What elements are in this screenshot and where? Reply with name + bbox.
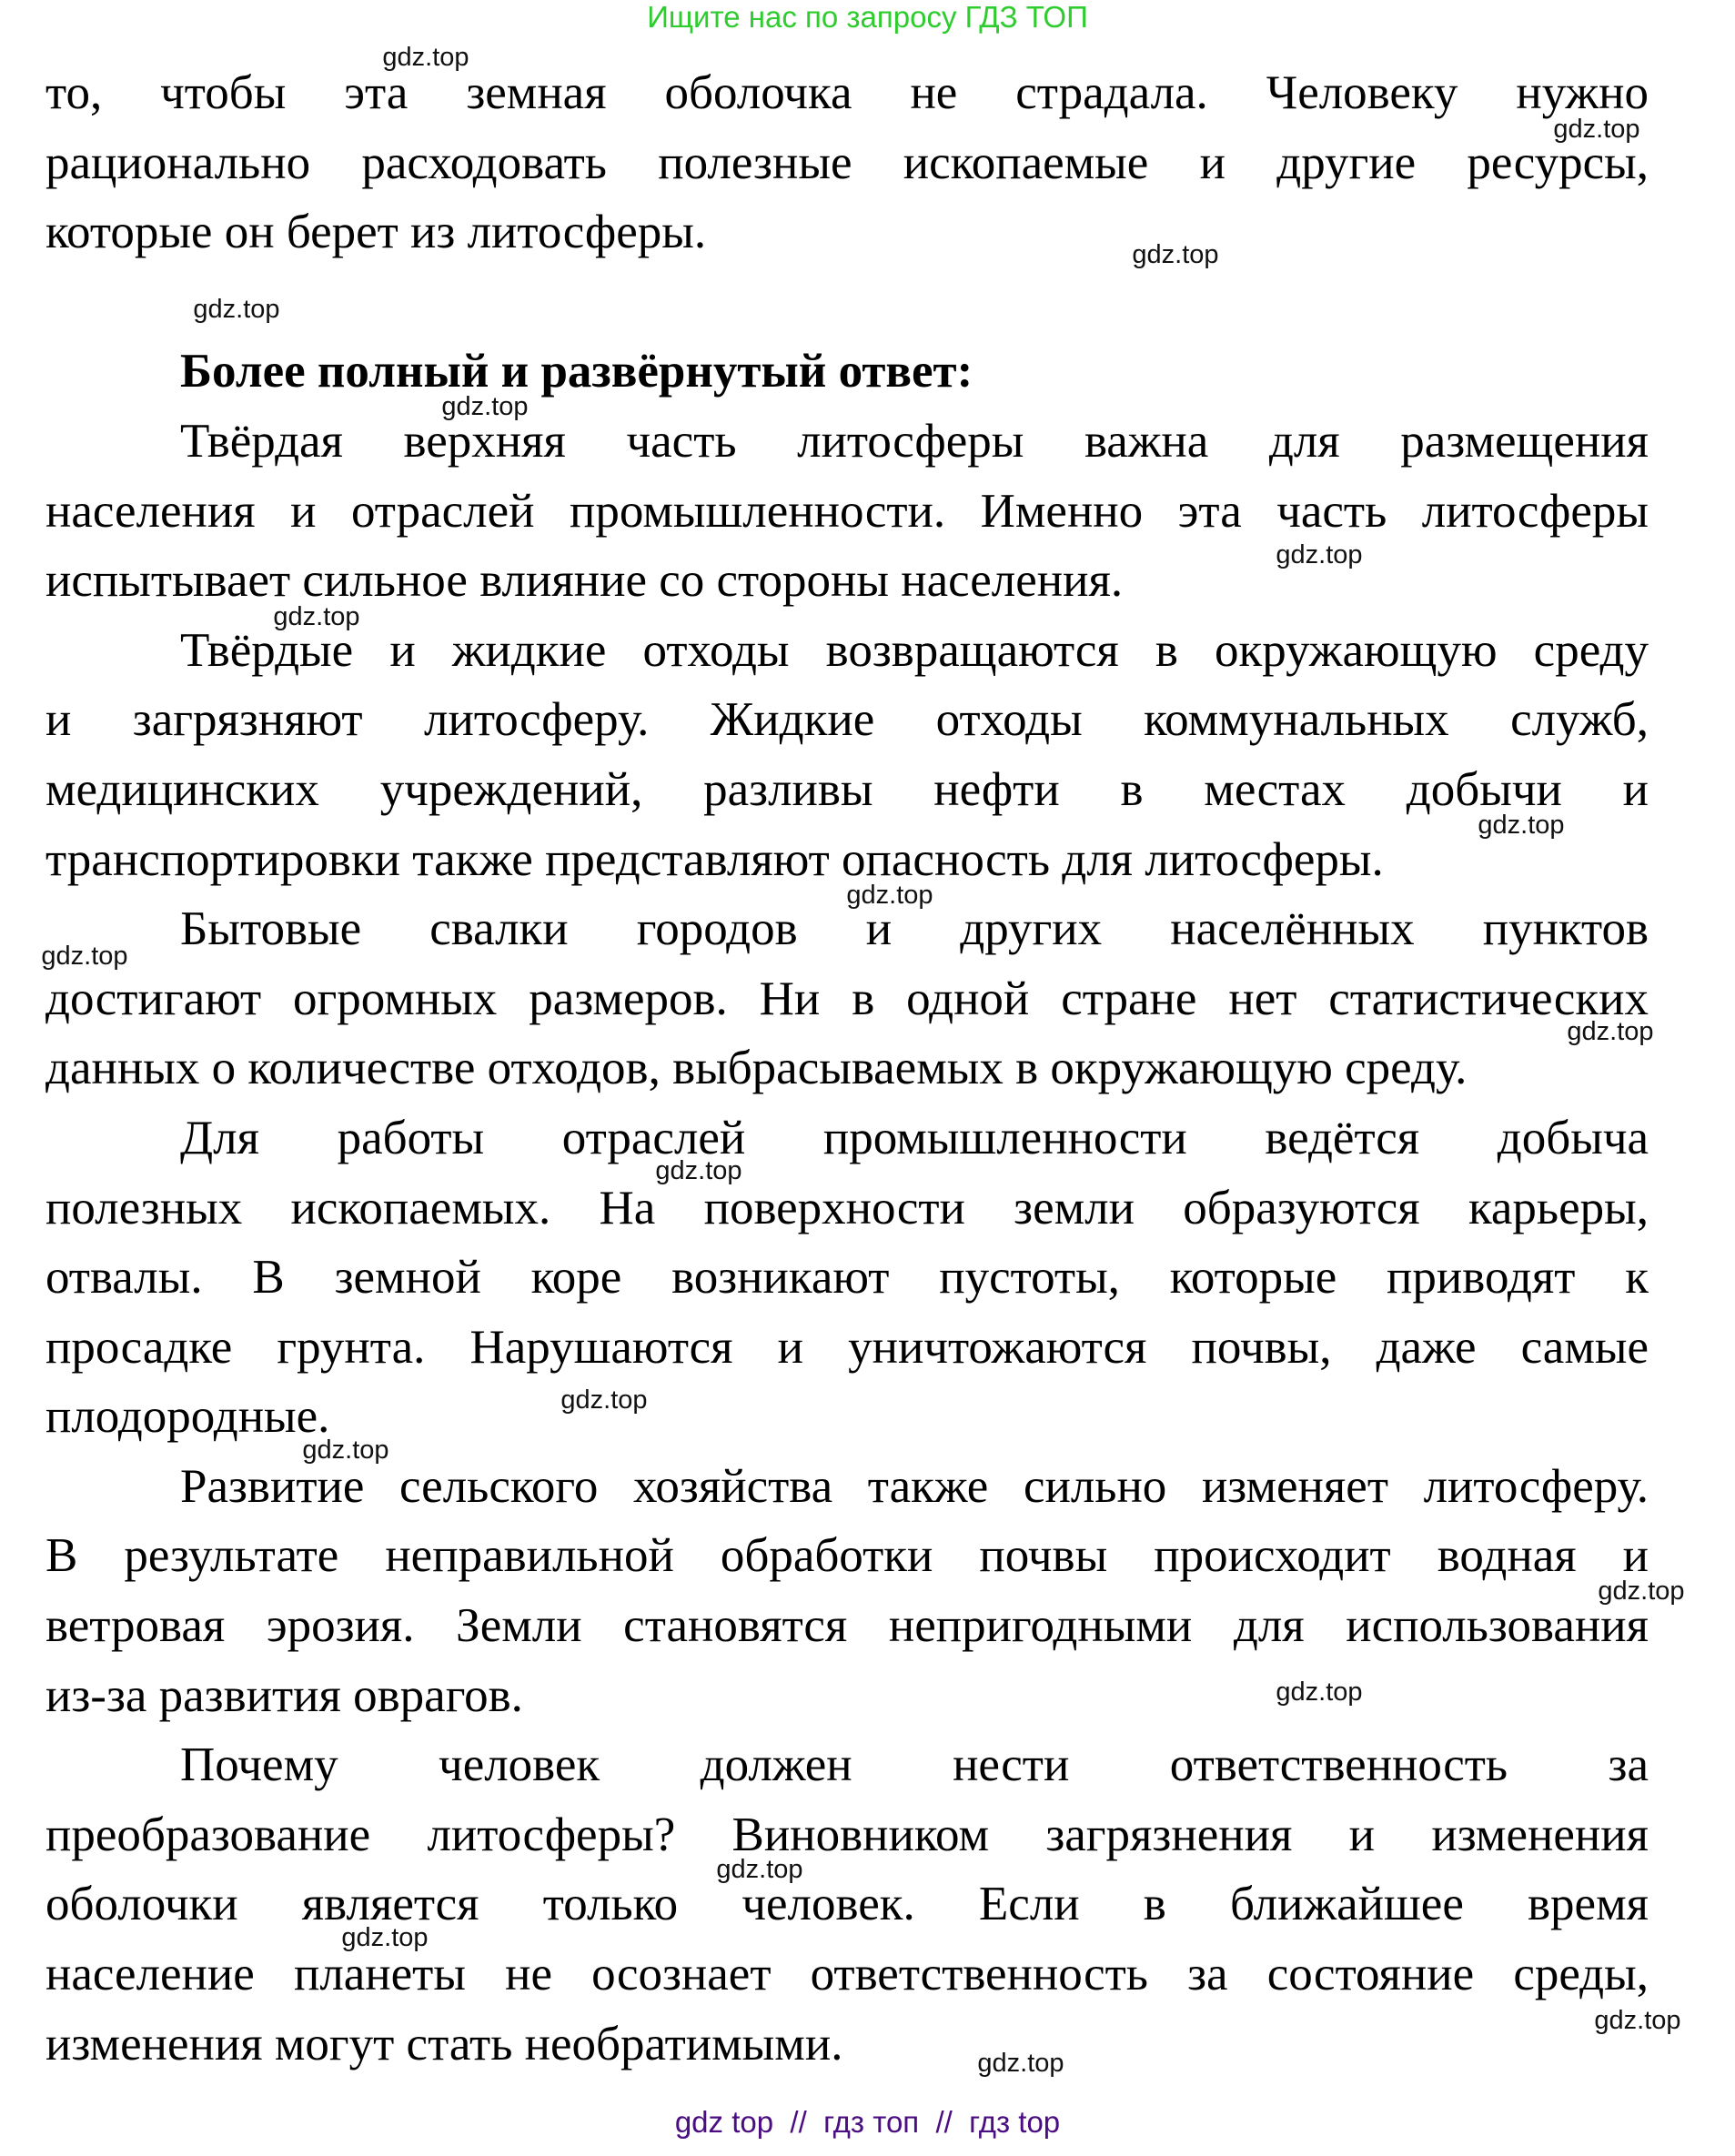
paragraph-line: отвалы. В земной коре возникают пустоты, которые приводят к <box>45 1251 1649 1305</box>
paragraph-line: Твёрдая верхняя часть литосферы важна для размещения <box>180 414 1649 468</box>
watermark-label: gdz.top <box>1276 540 1363 569</box>
watermark-label: gdz.top <box>193 295 280 324</box>
intro-line: то, чтобы эта земная оболочка не страдала. Человеку нужно <box>45 66 1649 119</box>
search-hint-banner: Ищите нас по запросу ГДЗ ТОП <box>647 0 1088 34</box>
watermark-label: gdz.top <box>716 1855 803 1884</box>
watermark-label: gdz.top <box>1567 1017 1654 1046</box>
watermark-label: gdz.top <box>302 1436 389 1465</box>
paragraph-line: населения и отраслей промышленности. Именно эта часть литосферы <box>45 484 1649 538</box>
paragraph-line: полезных ископаемых. На поверхности земли образуются карьеры, <box>45 1181 1649 1234</box>
watermark-label: gdz.top <box>1598 1577 1685 1606</box>
intro-line: рационально расходовать полезные ископаемые и другие ресурсы, <box>45 136 1649 189</box>
paragraph <box>45 894 1649 1103</box>
paragraph-line: Для работы отраслей промышленности ведётся добыча <box>180 1111 1649 1164</box>
paragraph-line: данных о количестве отходов, выбрасываемых в окружающую среду. <box>45 1042 1468 1095</box>
watermark-label: gdz.top <box>41 942 128 971</box>
paragraph-line: плодородные. <box>45 1390 330 1444</box>
watermark-label: gdz.top <box>341 1923 429 1952</box>
paragraph-line: Развитие сельского хозяйства также сильно изменяет литосферу. <box>180 1459 1649 1513</box>
watermark-label: gdz.top <box>382 43 469 72</box>
paragraph-line: Твёрдые и жидкие отходы возвращаются в окружающую среду <box>180 623 1649 677</box>
paragraph-line: испытывает сильное влияние со стороны населения. <box>45 554 1124 608</box>
paragraph-line: ветровая эрозия. Земли становятся непригодными для использования <box>45 1599 1649 1653</box>
watermark-label: gdz.top <box>655 1156 742 1185</box>
watermark-label: gdz.top <box>1478 811 1565 840</box>
paragraph <box>45 1452 1649 1730</box>
watermark-label: gdz.top <box>1132 240 1219 269</box>
watermark-label: gdz.top <box>560 1385 648 1415</box>
paragraph <box>45 1730 1649 2079</box>
watermark-label: gdz.top <box>977 2049 1064 2078</box>
watermark-label: gdz.top <box>1594 2006 1681 2035</box>
paragraph-line: медицинских учреждений, разливы нефти в местах добычи и <box>45 762 1649 816</box>
watermark-label: gdz.top <box>1276 1677 1363 1707</box>
paragraph <box>45 1103 1649 1452</box>
watermark-label: gdz.top <box>846 881 933 910</box>
paragraph-line: транспортировки также представляют опасность для литосферы. <box>45 832 1384 886</box>
document-body <box>45 58 1649 2079</box>
watermark-label: gdz.top <box>441 392 529 421</box>
paragraph <box>45 407 1649 616</box>
paragraph-line: и загрязняют литосферу. Жидкие отходы коммунальных служб, <box>45 693 1649 747</box>
watermark-label: gdz.top <box>1553 115 1640 144</box>
paragraph-line: Почему человек должен нести ответственность за <box>180 1738 1649 1792</box>
paragraph-line: преобразование литосферы? Виновником загрязнения и изменения <box>45 1808 1649 1861</box>
paragraph-line: из-за развития оврагов. <box>45 1668 523 1722</box>
paragraph-line: изменения могут стать необратимыми. <box>45 2017 843 2070</box>
footer-banner: gdz top // гдз топ // гдз top <box>674 2105 1061 2139</box>
paragraph-line: Бытовые свалки городов и других населённых пунктов <box>180 902 1649 956</box>
spacer <box>45 267 1649 338</box>
paragraph-line: оболочки является только человек. Если в ближайшее время <box>45 1878 1649 1931</box>
paragraph-line: достигают огромных размеров. Ни в одной стране нет статистических <box>45 972 1649 1025</box>
intro-line: которые он берет из литосферы. <box>45 206 707 259</box>
paragraph-line: В результате неправильной обработки почвы происходит водная и <box>45 1529 1649 1583</box>
paragraph <box>45 616 1649 894</box>
paragraph-line: население планеты не осознает ответственность за состояние среды, <box>45 1948 1649 2001</box>
watermark-label: gdz.top <box>273 602 360 631</box>
paragraph-line: просадке грунта. Нарушаются и уничтожаются почвы, даже самые <box>45 1320 1649 1374</box>
section-heading: Более полный и развёрнутый ответ: <box>180 345 973 398</box>
